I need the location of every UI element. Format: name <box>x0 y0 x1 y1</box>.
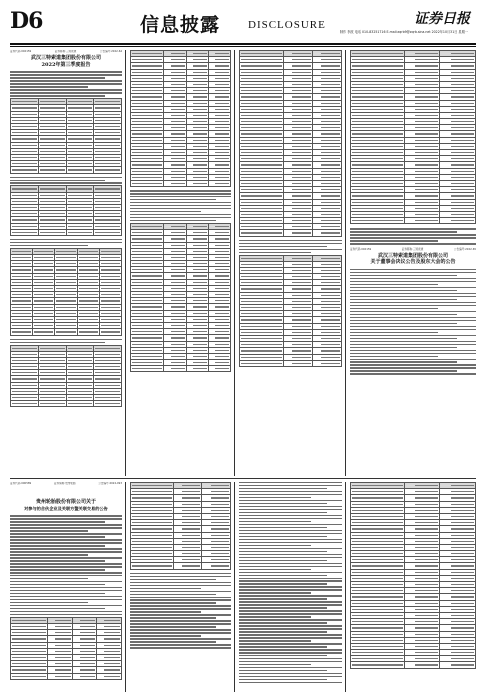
body-text <box>239 240 342 253</box>
column-2b-tables <box>129 482 235 692</box>
financial-table-3 <box>10 248 122 336</box>
cashflow-table <box>239 50 342 237</box>
masthead-rule <box>10 43 476 45</box>
announcement-title: 2022年第三季度报告 <box>41 61 91 68</box>
body-text <box>350 269 476 375</box>
transaction-table <box>130 482 231 570</box>
stock-code-line: 证券代码:002159 证券简称:三特索道 公告编号:2022-64 <box>10 50 122 53</box>
related-party-table <box>10 617 122 680</box>
financial-table-4 <box>10 345 122 408</box>
column-4 <box>349 50 476 476</box>
financial-table-2 <box>10 185 122 236</box>
stock-code-line: 证券代码:000589 证券简称:贵州轮胎 公告编号:2022-093 <box>10 482 122 485</box>
page-number: D6 <box>10 8 43 34</box>
column-2-tables <box>129 50 235 476</box>
column-3b-text <box>238 482 346 692</box>
masthead-rule-thin <box>10 46 476 47</box>
announcement-company: 武汉三特索道集团股份有限公司 <box>30 55 101 62</box>
body-text <box>130 573 231 649</box>
column-4b-tables <box>349 482 476 692</box>
stock-code-line: 证券代码:002159 证券简称:三特索道 公告编号:2022-65 <box>350 247 476 251</box>
body-text <box>10 515 122 615</box>
body-text <box>10 339 122 343</box>
cashflow-table-2 <box>239 255 342 367</box>
announcement-title: 关于董事会决议公告及股东大会的公告 <box>370 259 456 266</box>
contact-line: 制作 李波 电话 010-83251716 E-mail:zqrb9@zqrb.sina.net 2022年10月31日 星期一 <box>339 30 468 34</box>
balance-sheet-table <box>130 50 231 187</box>
body-text <box>130 190 231 221</box>
announcement-title: 对参与的合伙企业及关联方暨关联交易的公告 <box>24 505 108 511</box>
announcement-company: 武汉三特索道集团股份有限公司 <box>377 252 448 259</box>
body-text <box>10 177 122 184</box>
income-statement-table <box>130 223 231 373</box>
body-text <box>10 239 122 246</box>
column-1-quarterly-report <box>10 50 126 476</box>
section-divider <box>10 478 476 479</box>
masthead <box>10 8 476 42</box>
body-text <box>10 71 122 96</box>
body-text <box>239 482 342 683</box>
holdings-table <box>350 482 476 669</box>
announcement-company: 贵州轮胎股份有限公司关于 <box>35 499 96 506</box>
body-text <box>350 228 476 244</box>
newspaper-logo: 证券日报 <box>414 11 470 27</box>
section-title-en: DISCLOSURE <box>248 19 326 31</box>
equity-table <box>350 50 476 224</box>
section-title-cn: 信息披露 <box>140 14 221 36</box>
column-1b-announcement <box>10 482 126 692</box>
financial-table-1 <box>10 98 122 173</box>
column-3-tables <box>238 50 346 476</box>
